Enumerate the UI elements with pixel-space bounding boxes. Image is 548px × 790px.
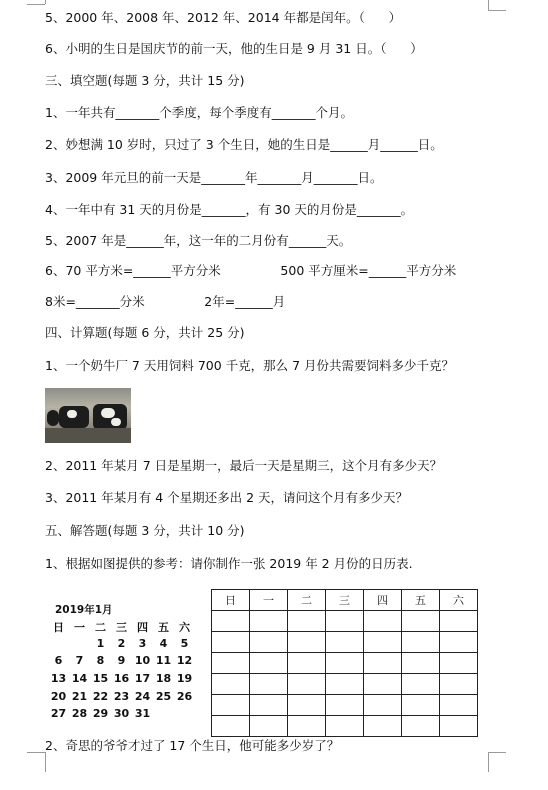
- grid-cell: [250, 716, 288, 737]
- calendar-day: 4: [159, 637, 168, 650]
- calc-question-1: 1、一个奶牛厂 7 天用饲料 700 千克，那么 7 月份共需要饲料多少千克？: [45, 358, 455, 373]
- grid-cell: [364, 695, 402, 716]
- grid-row: [212, 716, 478, 737]
- grid-cell: [440, 716, 478, 737]
- grid-header-cell: 五: [402, 590, 440, 611]
- calendar-day: 10: [134, 654, 151, 667]
- grid-cell: [288, 716, 326, 737]
- grid-row: [212, 632, 478, 653]
- grid-row: [212, 674, 478, 695]
- section-heading-calc: 四、计算题(每题 6 分，共计 25 分): [45, 325, 245, 340]
- calendar-day: 8: [96, 654, 105, 667]
- grid-header-cell: 二: [288, 590, 326, 611]
- grid-cell: [364, 674, 402, 695]
- calendar-day: 6: [54, 654, 63, 667]
- grid-cell: [364, 716, 402, 737]
- grid-cell: [440, 653, 478, 674]
- grid-cell: [364, 611, 402, 632]
- grid-cell: [212, 653, 250, 674]
- grid-cell: [326, 716, 364, 737]
- calendar-day: 12: [176, 654, 193, 667]
- grid-row: [212, 653, 478, 674]
- grid-cell: [250, 632, 288, 653]
- grid-cell: [326, 695, 364, 716]
- crop-mark: [488, 752, 489, 772]
- calendar-day: 20: [50, 690, 67, 703]
- fill-question-3: 3、2009 年元旦的前一天是_______年_______月_______日。: [45, 170, 383, 185]
- calendar-week-row: [48, 690, 198, 707]
- calendar-day: 30: [113, 707, 130, 720]
- grid-cell: [402, 674, 440, 695]
- calendar-day: 26: [176, 690, 193, 703]
- calendar-week-row: [48, 707, 198, 724]
- answer-question-1: 1、根据如图提供的参考：请你制作一张 2019 年 2 月份的日历表.: [45, 556, 413, 571]
- calc-question-3: 3、2011 年某月有 4 个星期还多出 2 天，请问这个月有多少天？: [45, 490, 409, 505]
- calendar-weekday: 三: [116, 621, 127, 634]
- calc-question-2: 2、2011 年某月 7 日是星期一，最后一天是星期三，这个月有多少天？: [45, 458, 443, 473]
- grid-header-cell: 六: [440, 590, 478, 611]
- calendar-day: 3: [138, 637, 147, 650]
- grid-header-cell: 一: [250, 590, 288, 611]
- grid-cell: [212, 611, 250, 632]
- fill-question-6a: 6、70 平方米=______平方分米 500 平方厘米=______平方分米: [45, 263, 457, 278]
- crop-mark: [488, 10, 506, 11]
- grid-header-cell: 四: [364, 590, 402, 611]
- calendar-day: 27: [50, 707, 67, 720]
- grid-cell: [250, 695, 288, 716]
- grid-cell: [212, 695, 250, 716]
- crop-mark: [45, 752, 46, 772]
- grid-cell: [440, 695, 478, 716]
- grid-cell: [288, 611, 326, 632]
- grid-cell: [212, 716, 250, 737]
- calendar-weekday: 六: [179, 621, 190, 634]
- calendar-day: 28: [71, 707, 88, 720]
- calendar-day: 24: [134, 690, 151, 703]
- calendar-day: 2: [117, 637, 126, 650]
- grid-cell: [250, 653, 288, 674]
- calendar-day: 15: [92, 672, 109, 685]
- calendar-day: 1: [96, 637, 105, 650]
- grid-row: [212, 611, 478, 632]
- calendar-day: 29: [92, 707, 109, 720]
- calendar-weekday: 一: [74, 621, 85, 634]
- crop-mark: [27, 4, 45, 5]
- question-birthday: 6、小明的生日是国庆节的前一天，他的生日是 9 月 31 日。（ ）: [45, 41, 423, 56]
- calendar-day: 19: [176, 672, 193, 685]
- grid-cell: [250, 611, 288, 632]
- calendar-weekday: 四: [137, 621, 148, 634]
- calendar-weekday: 五: [158, 621, 169, 634]
- grid-cell: [250, 674, 288, 695]
- grid-cell: [288, 695, 326, 716]
- grid-cell: [402, 632, 440, 653]
- dairy-cows-photo: [45, 388, 131, 443]
- calendar-day: 13: [50, 672, 67, 685]
- question-leap-years: 5、2000 年、2008 年、2012 年、2014 年都是闰年。（ ）: [45, 10, 402, 25]
- fill-question-4: 4、一年中有 31 天的月份是_______，有 30 天的月份是_______。: [45, 202, 414, 217]
- fill-question-1: 1、一年共有_______个季度，每个季度有_______个月。: [45, 105, 353, 120]
- calendar-day: 14: [71, 672, 88, 685]
- crop-mark: [488, 0, 489, 10]
- grid-cell: [212, 674, 250, 695]
- grid-cell: [326, 632, 364, 653]
- grid-cell: [326, 611, 364, 632]
- calendar-day: 22: [92, 690, 109, 703]
- calendar-week-row: [48, 637, 198, 654]
- calendar-weekday-row: [48, 619, 198, 636]
- section-heading-fill-blank: 三、填空题(每题 3 分，共计 15 分): [45, 73, 245, 88]
- grid-cell: [364, 653, 402, 674]
- grid-header-cell: 三: [326, 590, 364, 611]
- grid-cell: [402, 611, 440, 632]
- calendar-day: 17: [134, 672, 151, 685]
- grid-header-row: [212, 590, 478, 611]
- calendar-title: 2019年1月: [55, 604, 113, 616]
- answer-question-2: 2、奇思的爷爷才过了 17 个生日，他可能多少岁了？: [45, 738, 340, 753]
- section-heading-answer: 五、解答题(每题 3 分，共计 10 分): [45, 523, 245, 538]
- grid-cell: [440, 674, 478, 695]
- calendar-day: 31: [134, 707, 151, 720]
- fill-question-6b: 8米=_______分米 2年=______月: [45, 294, 286, 309]
- calendar-day: 21: [71, 690, 88, 703]
- grid-cell: [364, 632, 402, 653]
- calendar-day: 18: [155, 672, 172, 685]
- grid-cell: [440, 611, 478, 632]
- blank-calendar-grid: [211, 589, 478, 737]
- crop-mark: [27, 752, 45, 753]
- calendar-day: 9: [117, 654, 126, 667]
- calendar-day: 5: [180, 637, 189, 650]
- grid-cell: [212, 632, 250, 653]
- calendar-weekday: 日: [53, 621, 64, 634]
- grid-cell: [288, 653, 326, 674]
- calendar-week-row: [48, 654, 198, 671]
- grid-row: [212, 695, 478, 716]
- grid-header-cell: 日: [212, 590, 250, 611]
- calendar-week-row: [48, 672, 198, 689]
- calendar-day: 7: [75, 654, 84, 667]
- calendar-day: 23: [113, 690, 130, 703]
- calendar-day: 16: [113, 672, 130, 685]
- grid-cell: [402, 653, 440, 674]
- grid-cell: [440, 632, 478, 653]
- grid-cell: [288, 632, 326, 653]
- grid-cell: [402, 695, 440, 716]
- grid-cell: [326, 653, 364, 674]
- calendar-weekday: 二: [95, 621, 106, 634]
- calendar-day: 25: [155, 690, 172, 703]
- fill-question-2: 2、妙想满 10 岁时，只过了 3 个生日，她的生日是______月______日。: [45, 137, 443, 152]
- grid-cell: [402, 716, 440, 737]
- grid-cell: [288, 674, 326, 695]
- calendar-day: 11: [155, 654, 172, 667]
- crop-mark: [488, 752, 506, 753]
- grid-cell: [326, 674, 364, 695]
- fill-question-5: 5、2007 年是______年，这一年的二月份有______天。: [45, 233, 352, 248]
